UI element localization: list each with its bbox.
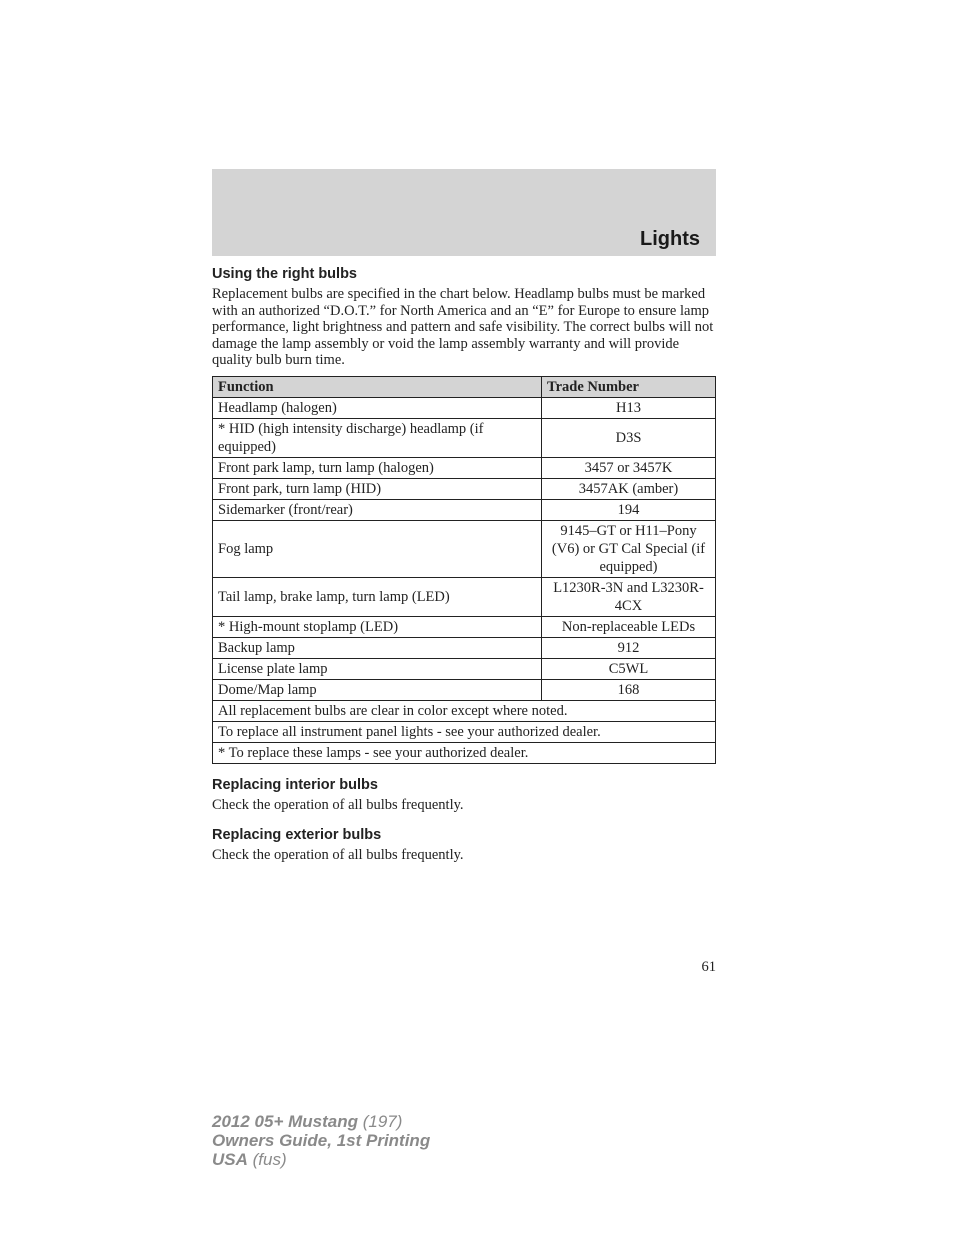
table-row: [213, 397, 716, 418]
bulb-table: [212, 376, 716, 764]
table-note: * To replace these lamps - see your authorized dealer.: [213, 742, 716, 763]
page-content: [212, 266, 716, 863]
section-exterior-bulbs: [212, 827, 716, 864]
table-row: [213, 478, 716, 499]
function-cell: Front park, turn lamp (HID): [213, 478, 542, 499]
table-note-row: [213, 742, 716, 763]
table-note: To replace all instrument panel lights - see your authorized dealer.: [213, 721, 716, 742]
column-header-function: Function: [213, 376, 542, 397]
table-row: [213, 658, 716, 679]
section-paragraph-exterior-bulbs: Check the operation of all bulbs frequently.: [212, 846, 464, 863]
footer-region-code: (fus): [247, 1150, 287, 1169]
table-note-row: [213, 700, 716, 721]
footer-model: 2012 05+ Mustang: [212, 1112, 358, 1131]
footer-guide: Owners Guide, 1st Printing: [212, 1131, 431, 1150]
trade-number-cell: C5WL: [542, 658, 716, 679]
footer-region: USA: [212, 1150, 248, 1169]
function-cell: Tail lamp, brake lamp, turn lamp (LED): [213, 577, 542, 616]
table-row: [213, 637, 716, 658]
function-cell: License plate lamp: [213, 658, 542, 679]
trade-number-cell: 912: [542, 637, 716, 658]
document-footer: [212, 1112, 430, 1169]
chapter-title: Lights: [640, 228, 700, 250]
function-cell: Headlamp (halogen): [213, 397, 542, 418]
function-cell: Sidemarker (front/rear): [213, 499, 542, 520]
trade-number-cell: 168: [542, 679, 716, 700]
table-row: [213, 616, 716, 637]
function-cell: Front park lamp, turn lamp (halogen): [213, 457, 542, 478]
table-row: [213, 679, 716, 700]
section-heading-interior-bulbs: Replacing interior bulbs: [212, 776, 378, 793]
footer-line-region: [212, 1150, 430, 1169]
table-note: All replacement bulbs are clear in color except where noted.: [213, 700, 716, 721]
footer-line-model: [212, 1112, 430, 1131]
trade-number-cell: D3S: [542, 418, 716, 457]
function-cell: Backup lamp: [213, 637, 542, 658]
section-interior-bulbs: [212, 777, 716, 814]
table-row: [213, 418, 716, 457]
table-note-row: [213, 721, 716, 742]
section-heading-right-bulbs: Using the right bulbs: [212, 266, 357, 282]
table-row: [213, 499, 716, 520]
trade-number-cell: 9145–GT or H11–Pony (V6) or GT Cal Special (if equipped): [542, 520, 716, 577]
footer-model-code: (197): [358, 1112, 403, 1131]
section-paragraph-right-bulbs: Replacement bulbs are specified in the chart below. Headlamp bulbs must be marked with an authorized “D.O.T.” for North America and an “E” for Europe to ensure lamp performance, light brightness and pattern and safe visibility. The correct bulbs will not damage the lamp assembly or void the lamp assembly warranty and will provide quality bulb burn time.: [212, 286, 714, 369]
page-number: 61: [701, 959, 716, 975]
trade-number-cell: H13: [542, 397, 716, 418]
trade-number-cell: Non-replaceable LEDs: [542, 616, 716, 637]
table-header-row: [213, 376, 716, 397]
function-cell: * High-mount stoplamp (LED): [213, 616, 542, 637]
table-row: [213, 520, 716, 577]
trade-number-cell: 194: [542, 499, 716, 520]
table-row: [213, 457, 716, 478]
table-row: [213, 577, 716, 616]
footer-line-guide: [212, 1131, 430, 1150]
trade-number-cell: L1230R-3N and L3230R-4CX: [542, 577, 716, 616]
trade-number-cell: 3457 or 3457K: [542, 457, 716, 478]
trade-number-cell: 3457AK (amber): [542, 478, 716, 499]
column-header-trade-number: Trade Number: [542, 376, 716, 397]
function-cell: * HID (high intensity discharge) headlamp (if equipped): [213, 418, 542, 457]
section-heading-exterior-bulbs: Replacing exterior bulbs: [212, 826, 382, 843]
function-cell: Dome/Map lamp: [213, 679, 542, 700]
section-paragraph-interior-bulbs: Check the operation of all bulbs frequently.: [212, 796, 464, 813]
chapter-header: [212, 169, 716, 256]
function-cell: Fog lamp: [213, 520, 542, 577]
